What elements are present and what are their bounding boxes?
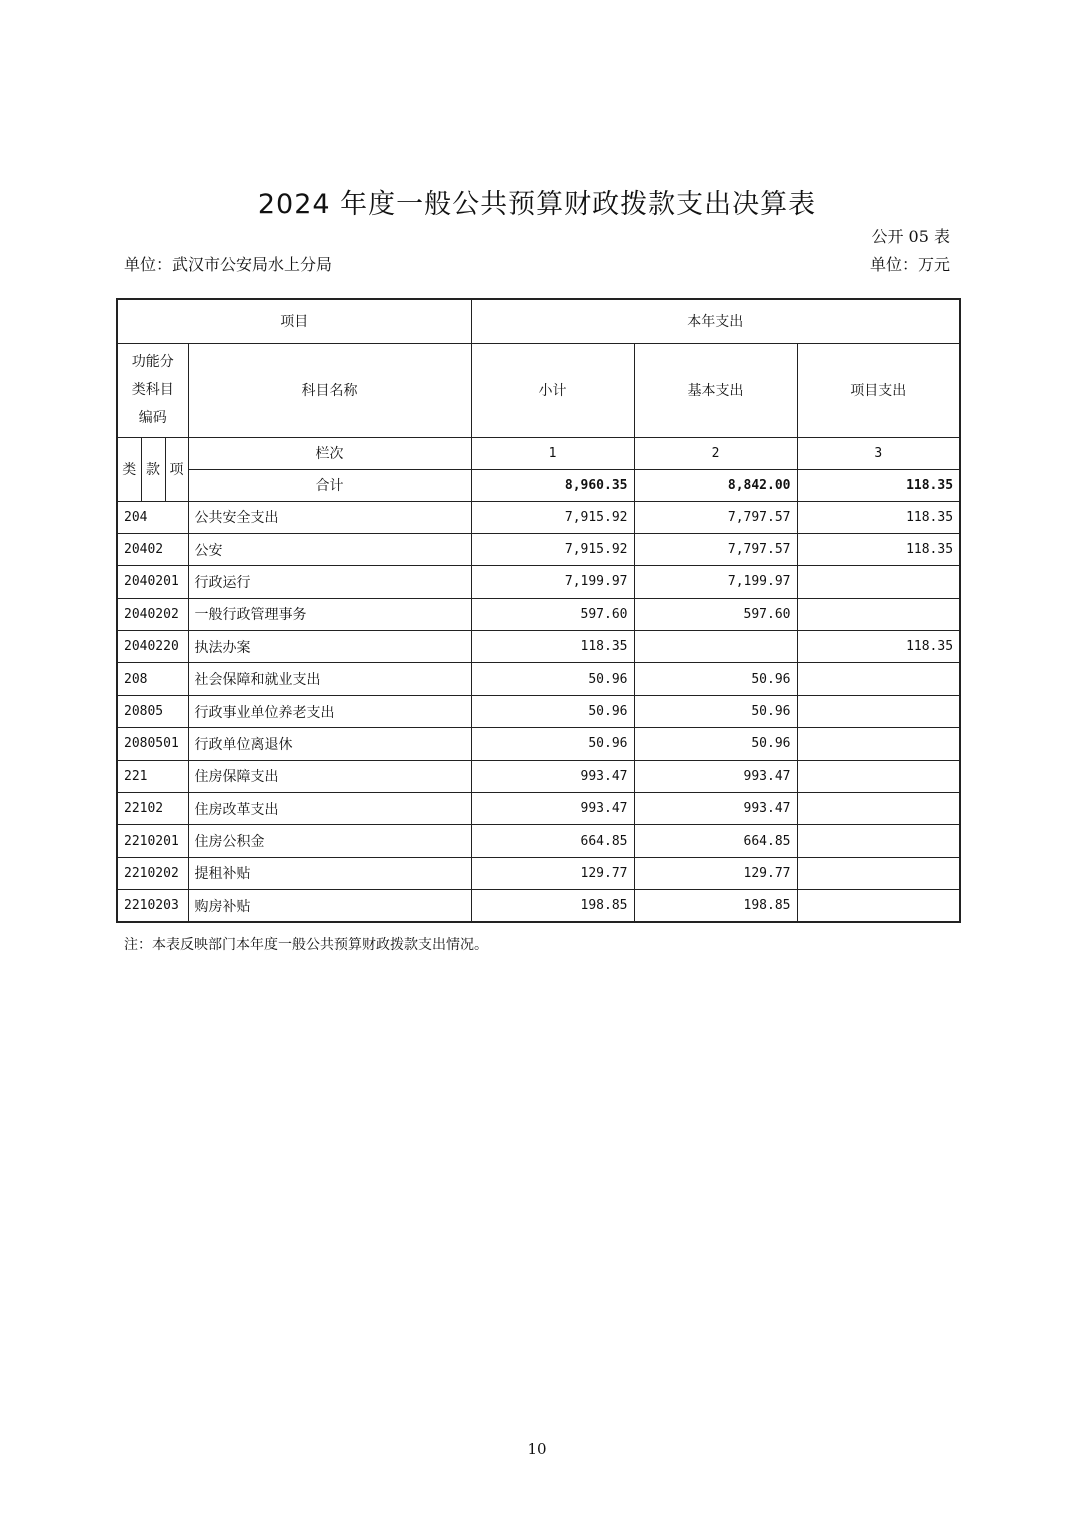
row-subtotal: 50.96	[471, 695, 634, 727]
header-column-no: 栏次	[188, 437, 471, 469]
row-subtotal: 993.47	[471, 760, 634, 792]
header-col3: 3	[797, 437, 960, 469]
table-row	[117, 695, 960, 727]
header-basic-exp: 基本支出	[634, 343, 797, 437]
header-func-code: 功能分类科目编码	[117, 343, 188, 437]
row-project: 118.35	[797, 631, 960, 663]
table-row	[117, 728, 960, 760]
table-row	[117, 533, 960, 565]
row-subject-name: 社会保障和就业支出	[188, 663, 471, 695]
row-subject-name: 住房改革支出	[188, 793, 471, 825]
table-row	[117, 566, 960, 598]
row-code: 2080501	[117, 728, 188, 760]
row-code: 20402	[117, 533, 188, 565]
total-subtotal: 8,960.35	[471, 469, 634, 501]
row-code: 204	[117, 501, 188, 533]
row-subject-name: 公安	[188, 533, 471, 565]
row-basic: 129.77	[634, 857, 797, 889]
total-row	[117, 469, 960, 501]
page-number: 10	[527, 1440, 547, 1458]
row-subtotal: 993.47	[471, 793, 634, 825]
header-subtotal: 小计	[471, 343, 634, 437]
row-basic: 664.85	[634, 825, 797, 857]
table-note: 注：本表反映部门本年度一般公共预算财政拨款支出情况。	[124, 937, 488, 953]
row-project	[797, 566, 960, 598]
row-code: 221	[117, 760, 188, 792]
row-project	[797, 890, 960, 922]
row-project	[797, 857, 960, 889]
table-row	[117, 501, 960, 533]
row-basic: 993.47	[634, 760, 797, 792]
row-code: 2040220	[117, 631, 188, 663]
row-project	[797, 663, 960, 695]
row-subject-name: 行政单位离退休	[188, 728, 471, 760]
row-project	[797, 760, 960, 792]
row-subject-name: 行政事业单位养老支出	[188, 695, 471, 727]
row-code: 2040202	[117, 598, 188, 630]
row-project: 118.35	[797, 533, 960, 565]
row-basic: 7,199.97	[634, 566, 797, 598]
header-lei: 类	[117, 437, 141, 501]
header-row-1	[117, 299, 960, 343]
row-code: 22102	[117, 793, 188, 825]
unit-organization: 单位：武汉市公安局水上分局	[124, 255, 333, 274]
row-subtotal: 198.85	[471, 890, 634, 922]
row-basic: 50.96	[634, 728, 797, 760]
row-code: 2040201	[117, 566, 188, 598]
header-subject-name: 科目名称	[188, 343, 471, 437]
table-row	[117, 825, 960, 857]
row-subject-name: 行政运行	[188, 566, 471, 598]
row-basic: 50.96	[634, 663, 797, 695]
row-code: 208	[117, 663, 188, 695]
row-code: 2210202	[117, 857, 188, 889]
header-col2: 2	[634, 437, 797, 469]
row-subject-name: 执法办案	[188, 631, 471, 663]
row-subject-name: 一般行政管理事务	[188, 598, 471, 630]
header-xiang: 项	[165, 437, 188, 501]
row-basic: 597.60	[634, 598, 797, 630]
row-basic: 7,797.57	[634, 533, 797, 565]
total-basic: 8,842.00	[634, 469, 797, 501]
total-project: 118.35	[797, 469, 960, 501]
row-code: 2210201	[117, 825, 188, 857]
header-kuan: 款	[141, 437, 165, 501]
row-project	[797, 695, 960, 727]
row-project: 118.35	[797, 501, 960, 533]
row-code: 20805	[117, 695, 188, 727]
row-subtotal: 7,915.92	[471, 533, 634, 565]
header-col1: 1	[471, 437, 634, 469]
header-current-year-exp: 本年支出	[471, 299, 960, 343]
row-subject-name: 住房保障支出	[188, 760, 471, 792]
row-basic: 7,797.57	[634, 501, 797, 533]
table-row	[117, 631, 960, 663]
table-row	[117, 760, 960, 792]
row-subtotal: 7,199.97	[471, 566, 634, 598]
page-title: 2024 年度一般公共预算财政拨款支出决算表	[257, 189, 817, 220]
row-subject-name: 提租补贴	[188, 857, 471, 889]
row-project	[797, 728, 960, 760]
total-label: 合计	[188, 469, 471, 501]
header-item: 项目	[117, 299, 471, 343]
row-project	[797, 793, 960, 825]
header-project-exp: 项目支出	[797, 343, 960, 437]
row-subject-name: 住房公积金	[188, 825, 471, 857]
row-subject-name: 购房补贴	[188, 890, 471, 922]
row-project	[797, 598, 960, 630]
row-basic: 993.47	[634, 793, 797, 825]
form-number: 公开 05 表	[871, 227, 950, 246]
table-row	[117, 890, 960, 922]
row-basic: 198.85	[634, 890, 797, 922]
row-basic: 50.96	[634, 695, 797, 727]
budget-table	[116, 298, 961, 923]
row-subtotal: 50.96	[471, 663, 634, 695]
row-basic	[634, 631, 797, 663]
row-subtotal: 118.35	[471, 631, 634, 663]
row-subtotal: 129.77	[471, 857, 634, 889]
row-subtotal: 7,915.92	[471, 501, 634, 533]
row-subject-name: 公共安全支出	[188, 501, 471, 533]
table-row	[117, 793, 960, 825]
table-row	[117, 663, 960, 695]
header-row-2	[117, 343, 960, 437]
row-subtotal: 597.60	[471, 598, 634, 630]
row-subtotal: 664.85	[471, 825, 634, 857]
table-row	[117, 598, 960, 630]
table-row	[117, 857, 960, 889]
row-code: 2210203	[117, 890, 188, 922]
header-row-3	[117, 437, 960, 469]
unit-currency: 单位：万元	[869, 255, 950, 274]
row-project	[797, 825, 960, 857]
row-subtotal: 50.96	[471, 728, 634, 760]
